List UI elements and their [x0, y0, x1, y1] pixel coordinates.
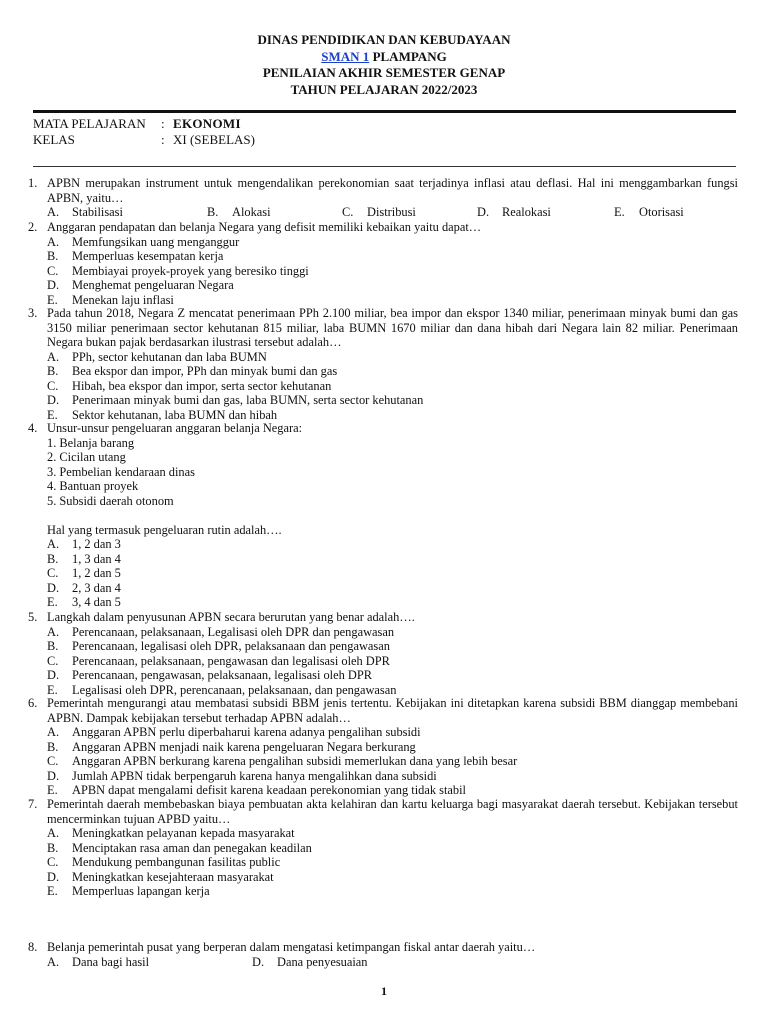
option-e[interactable]: E. Legalisasi oleh DPR, perencanaan, pelaksanaan, dan pengawasan	[47, 682, 397, 697]
class-label: KELAS	[33, 132, 75, 147]
exam-meta	[33, 116, 255, 148]
option-c[interactable]: C. 1, 2 dan 5	[47, 566, 121, 580]
question-6	[28, 696, 738, 798]
question-text: Pemerintah daerah membebaskan biaya pembuatan akta kelahiran dan kartu keluarga bagi masyarakat daerah tersebut. Kebijakan tersebut mencerminkan tujuan APBD yaitu…	[47, 797, 738, 826]
question-1	[28, 176, 738, 220]
option-d[interactable]: D. Perencanaan, pengawasan, pelaksanaan, legalisasi oleh DPR	[47, 668, 373, 682]
option-list	[47, 350, 738, 423]
option-b[interactable]: B. Perencanaan, legalisasi oleh DPR, pelaksanaan dan pengawasan	[47, 639, 390, 653]
school-link[interactable]: SMAN 1	[321, 48, 370, 64]
subject-row	[33, 116, 255, 132]
option-d[interactable]: D. Dana penyesuaian	[252, 954, 368, 969]
option-b[interactable]: B. Memperluas kesempatan kerja	[47, 249, 224, 263]
header-exam-title: PENILAIAN AKHIR SEMESTER GENAP	[262, 65, 506, 80]
option-list	[47, 235, 738, 308]
class-row	[33, 132, 255, 148]
question-number: 6.	[28, 696, 38, 710]
spacer	[28, 508, 738, 523]
school-location: PLAMPANG	[369, 48, 447, 64]
list-item: 2. Cicilan utang	[47, 450, 126, 464]
question-number: 4.	[28, 421, 38, 435]
option-a[interactable]: A. Dana bagi hasil	[47, 954, 150, 969]
option-b[interactable]: B. Alokasi	[207, 205, 271, 219]
header-academic-year: TAHUN PELAJARAN 2022/2023	[290, 81, 478, 97]
exam-header	[0, 32, 768, 98]
question-text: Unsur-unsur pengeluaran anggaran belanja Negara:	[47, 421, 303, 435]
option-a[interactable]: A. PPh, sector kehutanan dan laba BUMN	[47, 349, 267, 364]
header-divider	[33, 110, 736, 113]
option-e[interactable]: E. Sektor kehutanan, laba BUMN dan hibah	[47, 407, 278, 422]
question-number: 2.	[28, 220, 38, 234]
question-text: APBN merupakan instrument untuk mengendalikan perekonomian saat terjadinya inflasi atau deflasi. Hal ini menggambarkan fungsi APBN, yaitu…	[47, 176, 738, 205]
question-text: Pemerintah mengurangi atau membatasi subsidi BBM jenis tertentu. Kebijakan ini ditetapkan karena subsidi BBM dianggap membebani APBN. Dampak kebijakan tersebut terhadap APBN adalah…	[47, 696, 738, 725]
option-d[interactable]: D. Penerimaan minyak bumi dan gas, laba BUMN, serta sector kehutanan	[47, 393, 424, 407]
option-d[interactable]: D. Realokasi	[477, 205, 551, 219]
question-text: Pada tahun 2018, Negara Z mencatat penerimaan PPh 2.100 miliar, bea impor dan ekspor 1340 miliar, penerimaan minyak bumi dan gas 3150 miliar penerimaan sector kehutanan 815 miliar, laba BUMN 1670 miliar dan dana hibah dari Negara lain 82 miliar. Penerimaan Negara bukan pajak berdasarkan ilustrasi tersebut adalah…	[47, 306, 738, 349]
option-d[interactable]: D. 2, 3 dan 4	[47, 580, 121, 595]
question-8	[28, 940, 738, 969]
option-b[interactable]: B. Anggaran APBN menjadi naik karena pengeluaran Negara berkurang	[47, 739, 416, 754]
option-e[interactable]: E. Otorisasi	[614, 205, 684, 219]
option-row	[47, 955, 738, 970]
question-2	[28, 220, 738, 307]
option-e[interactable]: E. APBN dapat mengalami defisit karena keadaan perekonomian yang tidak stabil	[47, 783, 466, 797]
option-a[interactable]: A. Stabilisasi	[47, 205, 123, 219]
question-5	[28, 610, 738, 697]
meta-divider	[33, 166, 736, 167]
subject-value: EKONOMI	[173, 116, 241, 131]
list-item: 3. Pembelian kendaraan dinas	[47, 464, 195, 479]
option-d[interactable]: D. Meningkatkan kesejahteraan masyarakat	[47, 869, 274, 884]
page-number: 1	[381, 984, 387, 998]
option-d[interactable]: D. Menghemat pengeluaran Negara	[47, 278, 234, 292]
option-c[interactable]: C. Perencanaan, pelaksanaan, pengawasan dan legalisasi oleh DPR	[47, 653, 390, 668]
subject-colon: :	[161, 116, 165, 131]
option-list	[47, 537, 738, 610]
option-a[interactable]: A. 1, 2 dan 3	[47, 537, 121, 551]
option-e[interactable]: E. 3, 4 dan 5	[47, 595, 121, 609]
question-number: 1.	[28, 176, 38, 190]
question-text: Belanja pemerintah pusat yang berperan dalam mengatasi ketimpangan fiskal antar daerah yaitu…	[47, 940, 536, 954]
option-row	[47, 205, 738, 220]
question-7	[28, 797, 738, 899]
question-number: 8.	[28, 940, 38, 954]
question-3	[28, 306, 738, 422]
option-c[interactable]: C. Anggaran APBN berkurang karena pengalihan subsidi memerlukan dana yang lebih besar	[47, 754, 518, 768]
list-item: 4. Bantuan proyek	[47, 479, 139, 493]
question-4	[28, 421, 738, 610]
option-list	[47, 826, 738, 899]
list-item: 5. Subsidi daerah otonom	[47, 493, 174, 508]
option-c[interactable]: C. Membiayai proyek-proyek yang beresiko tinggi	[47, 263, 309, 278]
option-list	[47, 625, 738, 698]
option-b[interactable]: B. 1, 3 dan 4	[47, 551, 121, 566]
class-colon: :	[161, 132, 165, 147]
subject-label: MATA PELAJARAN	[33, 116, 146, 131]
question-text: Anggaran pendapatan dan belanja Negara yang defisit memiliki kebaikan yaitu dapat…	[47, 220, 482, 234]
question-subtext: Hal yang termasuk pengeluaran rutin adalah….	[47, 522, 282, 537]
option-b[interactable]: B. Bea ekspor dan impor, PPh dan minyak bumi dan gas	[47, 364, 338, 378]
option-a[interactable]: A. Perencanaan, pelaksanaan, Legalisasi oleh DPR dan pengawasan	[47, 624, 395, 639]
class-value: XI (SEBELAS)	[173, 132, 255, 147]
option-b[interactable]: B. Menciptakan rasa aman dan penegakan keadilan	[47, 840, 312, 855]
option-a[interactable]: A. Memfungsikan uang menganggur	[47, 234, 240, 249]
question-number: 5.	[28, 610, 38, 624]
option-a[interactable]: A. Anggaran APBN perlu diperbaharui karena adanya pengalihan subsidi	[47, 725, 421, 739]
option-list	[47, 725, 738, 798]
question-text: Langkah dalam penyusunan APBN secara berurutan yang benar adalah….	[47, 610, 415, 624]
list-item: 1. Belanja barang	[47, 435, 135, 450]
option-a[interactable]: A. Meningkatkan pelayanan kepada masyarakat	[47, 826, 295, 840]
option-c[interactable]: C. Hibah, bea ekspor dan impor, serta sector kehutanan	[47, 378, 332, 393]
option-d[interactable]: D. Jumlah APBN tidak berpengaruh karena hanya mengalihkan dana subsidi	[47, 768, 437, 783]
option-e[interactable]: E. Memperluas lapangan kerja	[47, 884, 210, 898]
header-school	[0, 49, 768, 66]
question-number: 7.	[28, 797, 38, 811]
question-number: 3.	[28, 306, 38, 320]
option-c[interactable]: C. Mendukung pembangunan fasilitas public	[47, 855, 281, 869]
header-agency: DINAS PENDIDIKAN DAN KEBUDAYAAN	[257, 32, 511, 47]
option-e[interactable]: E. Menekan laju inflasi	[47, 292, 174, 307]
option-c[interactable]: C. Distribusi	[342, 205, 416, 219]
